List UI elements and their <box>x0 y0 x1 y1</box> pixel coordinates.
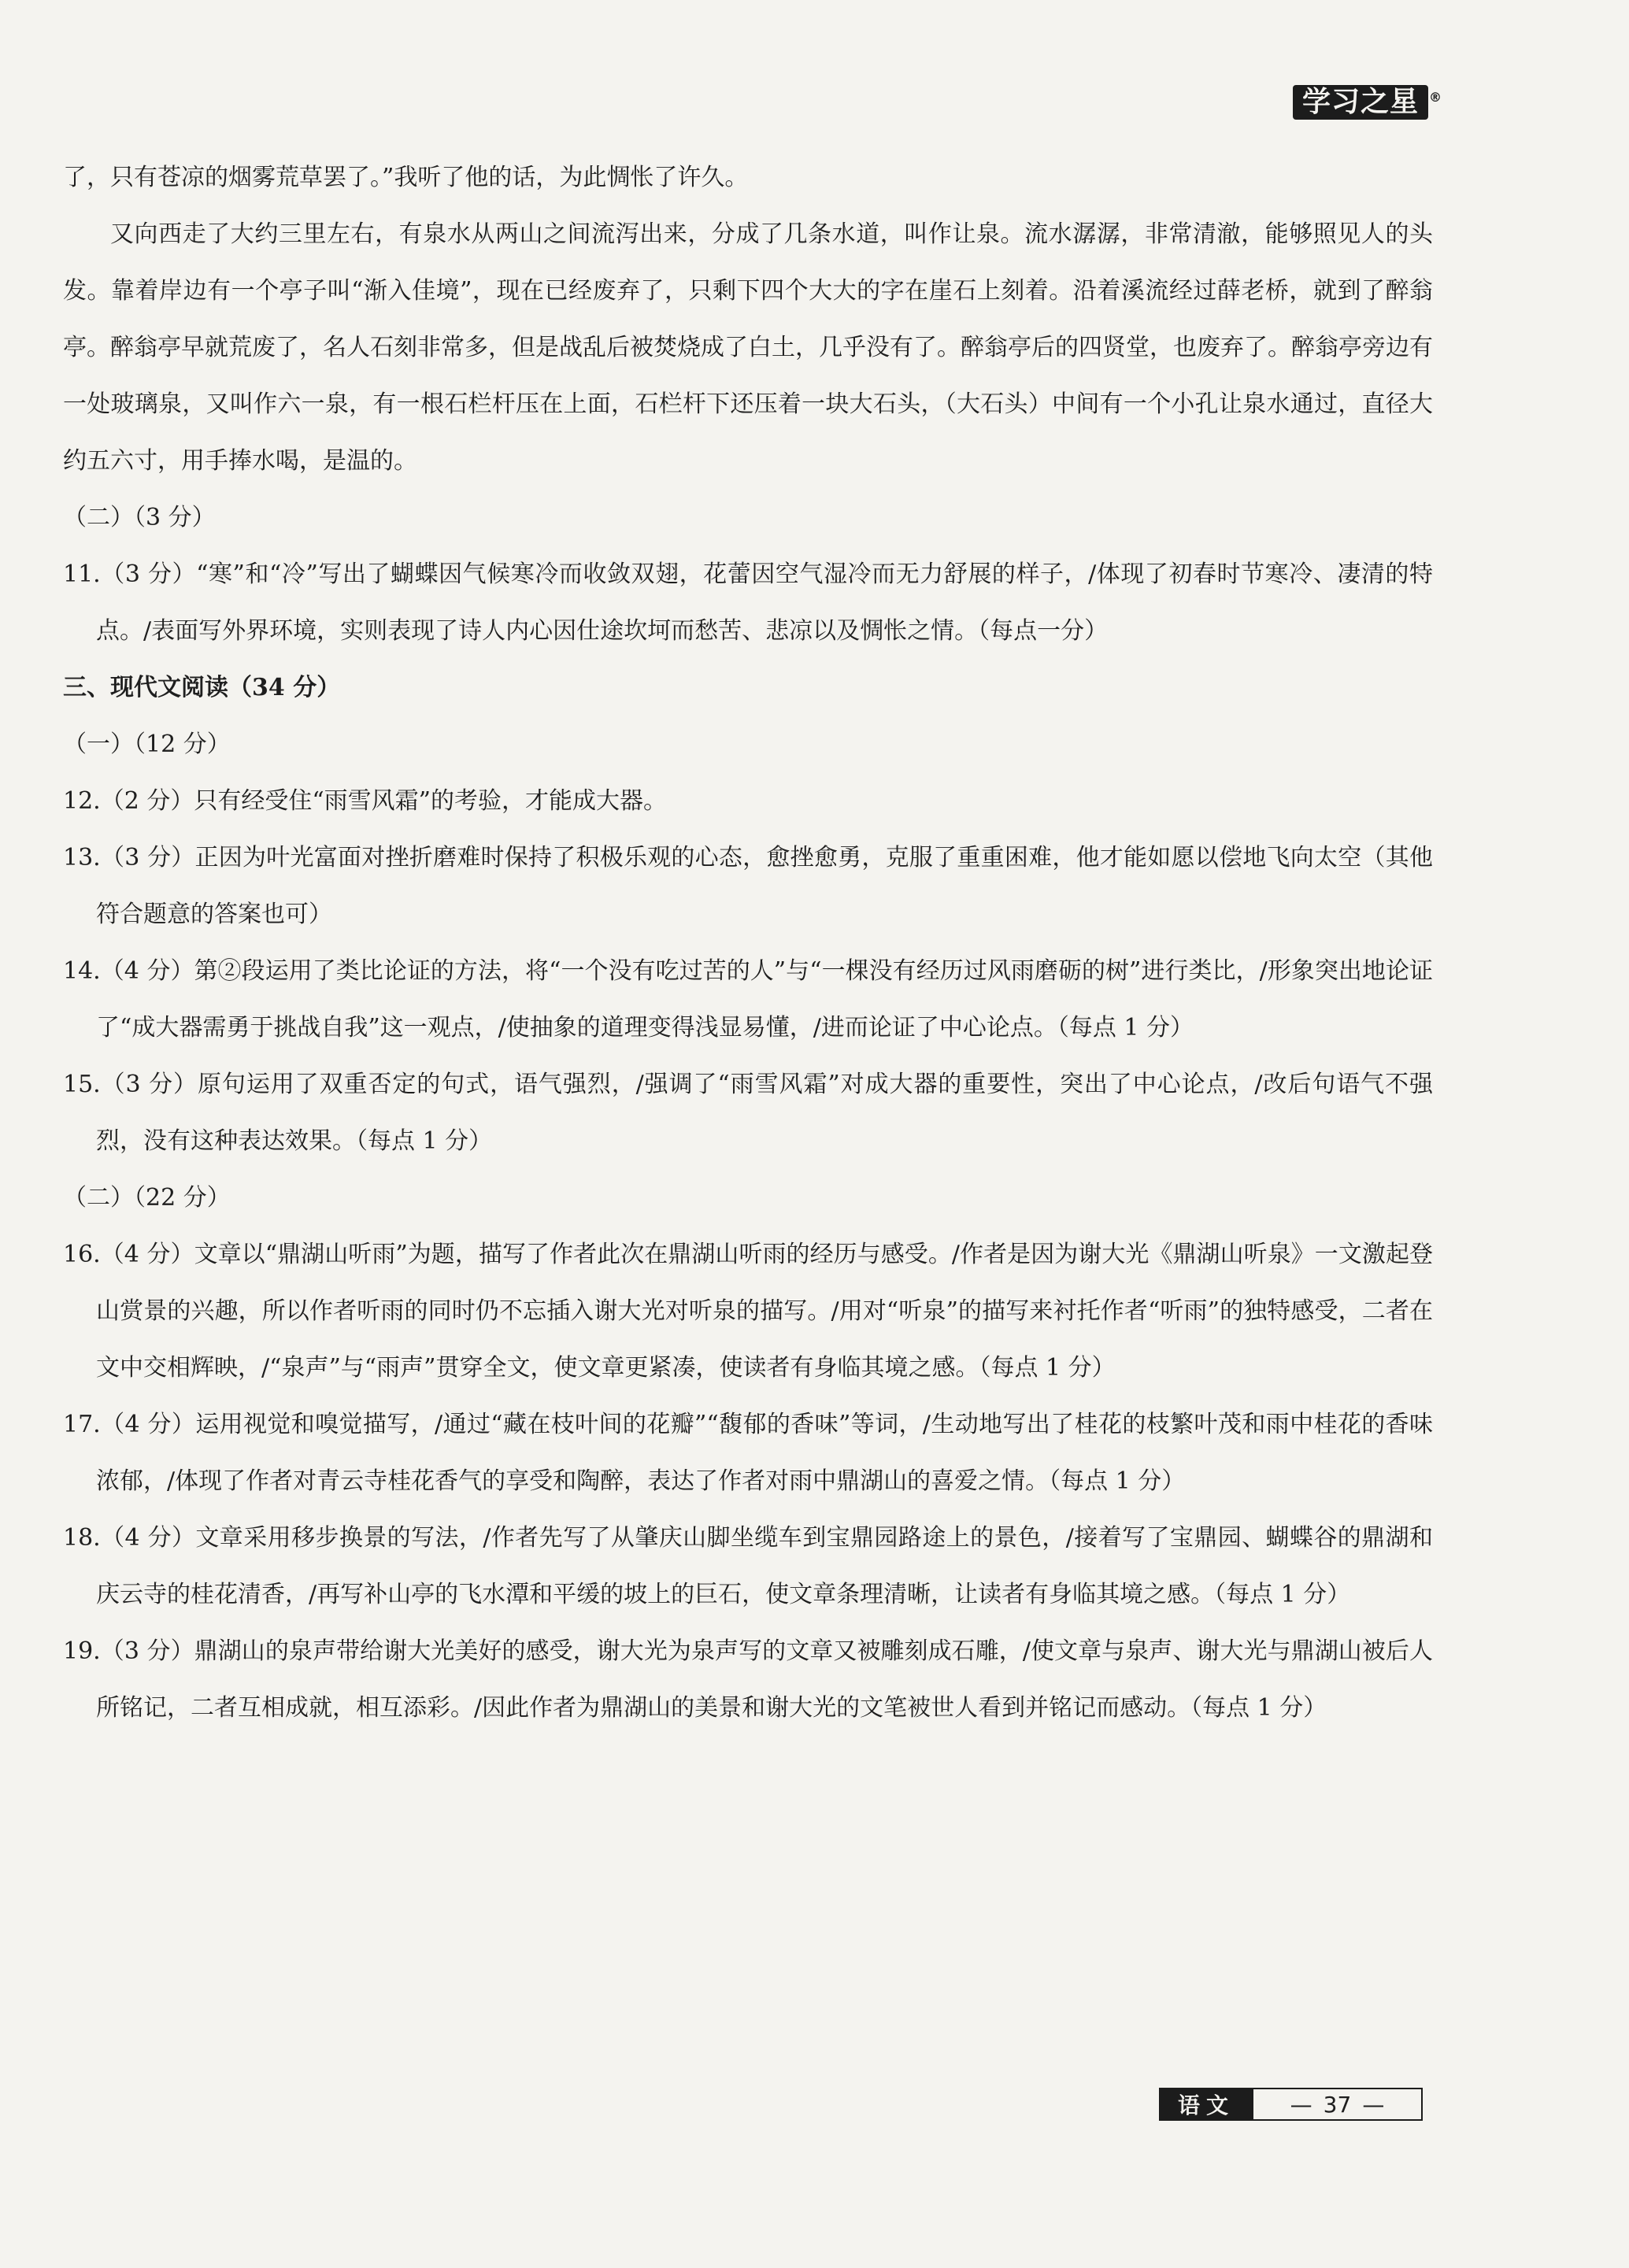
subject-label: 语文 <box>1159 2088 1253 2121</box>
paragraph-continuation: 了，只有苍凉的烟雾荒草罢了。”我听了他的话，为此惆怅了许久。 <box>63 164 749 191</box>
answer-16: 16.（4 分）文章以“鼎湖山听雨”为题，描写了作者此次在鼎湖山听雨的经历与感受。/作者是因为谢大光《鼎湖山听泉》一文激起登山赏景的兴趣，所以作者听雨的同时仍不忘插入谢大光对听泉的描写。/用对“听泉”的描写来衬托作者“听雨”的独特感受，二者在文中交相辉映，/“泉声”与“雨声”贯穿全文，使文章更紧凑，使读者有身临其境之感。（每点 1 分） <box>63 1241 1433 1382</box>
dash-right: — <box>1362 2091 1385 2118</box>
page-footer <box>1159 2088 1423 2121</box>
answer-19: 19.（3 分）鼎湖山的泉声带给谢大光美好的感受，谢大光为泉声写的文章又被雕刻成石雕，/使文章与泉声、谢大光与鼎湖山被后人所铭记，二者互相成就，相互添彩。/因此作者为鼎湖山的美景和谢大光的文笔被世人看到并铭记而感动。（每点 1 分） <box>63 1637 1433 1722</box>
dash-left: — <box>1290 2091 1312 2118</box>
translation-paragraph: 又向西走了大约三里左右，有泉水从两山之间流泻出来，分成了几条水道，叫作让泉。流水潺潺，非常清澈，能够照见人的头发。靠着岸边有一个亭子叫“渐入佳境”，现在已经废弃了，只剩下四个大大的字在崖石上刻着。沿着溪流经过薛老桥，就到了醉翁亭。醉翁亭早就荒废了，名人石刻非常多，但是战乱后被焚烧成了白土，几乎没有了。醉翁亭后的四贤堂，也废弃了。醉翁亭旁边有一处玻璃泉，又叫作六一泉，有一根石栏杆压在上面，石栏杆下还压着一块大石头，（大石头）中间有一个小孔让泉水通过，直径大约五六寸，用手捧水喝，是温的。 <box>63 220 1433 475</box>
registered-mark: ® <box>1429 90 1442 105</box>
section-heading-1: （一）（12 分） <box>63 731 231 758</box>
answer-11: 11.（3 分）“寒”和“冷”写出了蝴蝶因气候寒冷而收敛双翅，花蕾因空气湿冷而无力舒展的样子，/体现了初春时节寒冷、凄清的特点。/表面写外界环境，实则表现了诗人内心因仕途坎坷而愁苦、悲凉以及惆怅之情。（每点一分） <box>63 561 1433 645</box>
brand-logo-text: 学习之星 <box>1301 86 1419 118</box>
answer-15: 15.（3 分）原句运用了双重否定的句式，语气强烈，/强调了“雨雪风霜”对成大器的重要性，突出了中心论点，/改后句语气不强烈，没有这种表达效果。（每点 1 分） <box>63 1071 1433 1155</box>
answer-17: 17.（4 分）运用视觉和嗅觉描写，/通过“藏在枝叶间的花瓣”“馥郁的香味”等词，/生动地写出了桂花的枝繁叶茂和雨中桂花的香味浓郁，/体现了作者对青云寺桂花香气的享受和陶醉，表达了作者对雨中鼎湖山的喜爱之情。（每点 1 分） <box>63 1411 1433 1495</box>
brand-logo <box>1293 85 1442 120</box>
answer-14: 14.（4 分）第②段运用了类比论证的方法，将“一个没有吃过苦的人”与“一棵没有经历过风雨磨砺的树”进行类比，/形象突出地论证了“成大器需勇于挑战自我”这一观点，/使抽象的道理变得浅显易懂，/进而论证了中心论点。（每点 1 分） <box>63 957 1433 1042</box>
answer-18: 18.（4 分）文章采用移步换景的写法，/作者先写了从肇庆山脚坐缆车到宝鼎园路途上的景色，/接着写了宝鼎园、蝴蝶谷的鼎湖和庆云寺的桂花清香，/再写补山亭的飞水潭和平缓的坡上的巨石，使文章条理清晰，让读者有身临其境之感。（每点 1 分） <box>63 1524 1433 1608</box>
answer-13: 13.（3 分）正因为叶光富面对挫折磨难时保持了积极乐观的心态，愈挫愈勇，克服了重重困难，他才能如愿以偿地飞向太空（其他符合题意的答案也可） <box>63 844 1433 928</box>
section-heading-2b: （二）（22 分） <box>63 1184 231 1212</box>
answer-content <box>63 150 1433 1737</box>
page-number-box <box>1253 2088 1423 2121</box>
answer-12: 12.（2 分）只有经受住“雨雪风霜”的考验，才能成大器。 <box>63 787 668 815</box>
section-heading-modern-reading: 三、现代文阅读（34 分） <box>63 674 341 701</box>
section-heading-2: （二）（3 分） <box>63 504 216 531</box>
page-number: 37 <box>1323 2091 1352 2118</box>
